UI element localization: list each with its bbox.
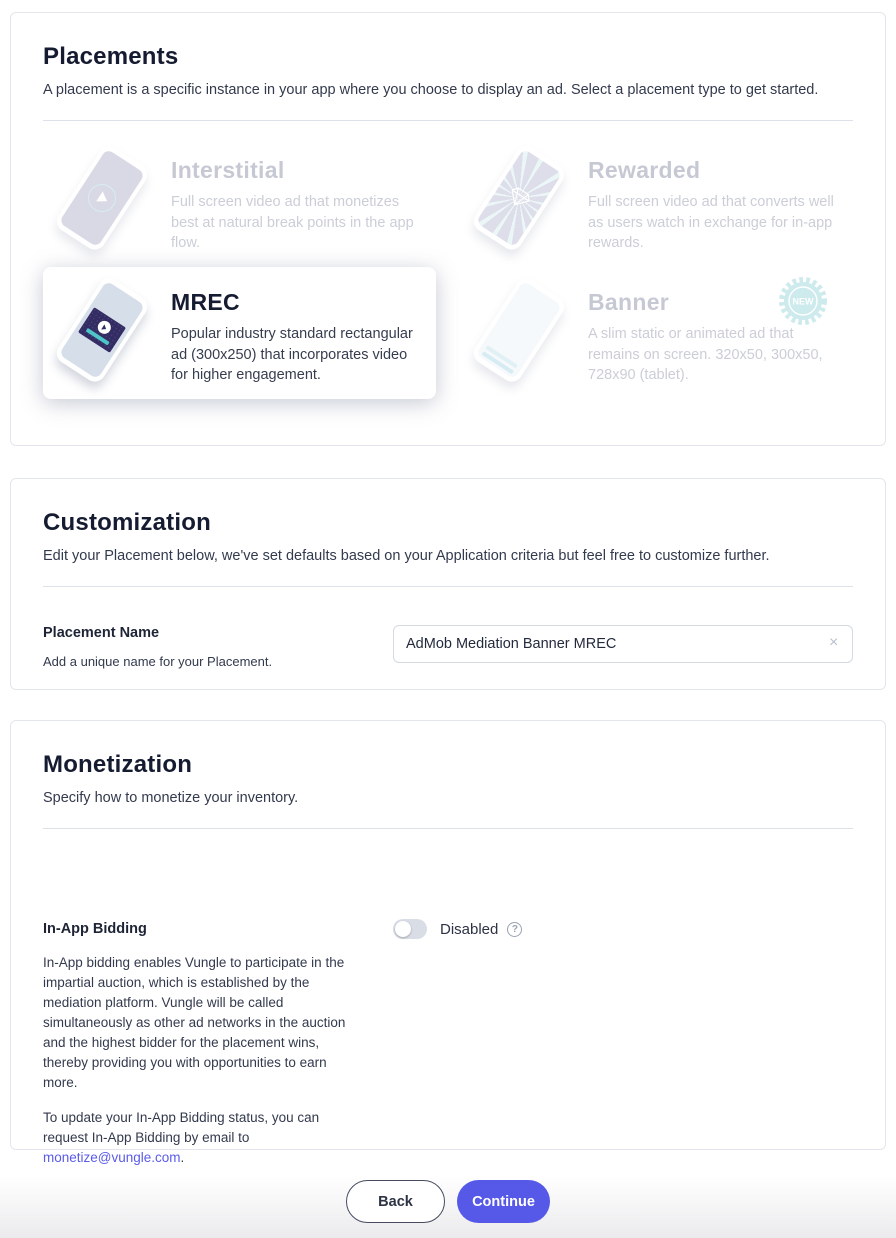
banner-phone-icon (464, 279, 582, 391)
banner-description: A slim static or animated ad that remains on screen. 320x50, 300x50, 728x90 (tablet). (588, 326, 823, 384)
back-button[interactable]: Back (346, 1180, 445, 1223)
clear-input-icon[interactable]: × (829, 634, 839, 651)
new-badge (779, 277, 827, 330)
placements-subtitle: A placement is a specific instance in your app where you choose to display an ad. Select a placement type to get started. (43, 82, 819, 98)
placement-type-mrec[interactable] (43, 267, 436, 399)
placement-name-input[interactable] (393, 625, 853, 663)
monetize-email-link[interactable]: monetize@vungle.com (43, 1149, 181, 1165)
placements-section (10, 12, 886, 446)
monetization-subtitle: Specify how to monetize your inventory. (43, 790, 299, 806)
customization-subtitle: Edit your Placement below, we've set defaults based on your Application criteria but feel free to customize further. (43, 548, 770, 564)
continue-button[interactable]: Continue (457, 1180, 550, 1223)
update-note-text: To update your In-App Bidding status, you can request In-App Bidding by email to (43, 1109, 320, 1145)
placement-name-row (43, 625, 853, 669)
placement-type-rewarded[interactable] (460, 135, 853, 267)
placement-types-grid (43, 135, 853, 399)
placement-type-banner[interactable] (460, 267, 853, 399)
placements-title: Placements (43, 43, 179, 70)
divider (43, 828, 853, 829)
banner-title: Banner (588, 289, 670, 315)
placement-name-helper: Add a unique name for your Placement. (43, 654, 273, 669)
rewarded-title: Rewarded (588, 157, 701, 183)
interstitial-description: Full screen video ad that monetizes best at natural break points in the app flow. (171, 194, 414, 252)
in-app-bidding-update-note (43, 1108, 361, 1168)
placement-type-interstitial[interactable] (43, 135, 436, 267)
mrec-phone-icon (47, 279, 165, 391)
footer-actions (10, 1180, 886, 1223)
in-app-bidding-status: Disabled (440, 920, 499, 938)
customization-section (10, 478, 886, 690)
mrec-description: Popular industry standard rectangular ad (300x250) that incorporates video for higher engagement. (171, 326, 413, 384)
help-icon[interactable]: ? (507, 922, 522, 937)
in-app-bidding-label: In-App Bidding (43, 921, 147, 937)
note-suffix: . (180, 1149, 185, 1165)
svg-text:NEW: NEW (792, 296, 814, 307)
interstitial-title: Interstitial (171, 157, 285, 183)
monetization-section (10, 720, 886, 1165)
in-app-bidding-toggle[interactable] (393, 919, 427, 939)
rewarded-description: Full screen video ad that converts well as users watch in exchange for in-app rewards. (588, 194, 834, 252)
mrec-title: MREC (171, 289, 240, 315)
interstitial-phone-icon (47, 147, 165, 259)
customization-title: Customization (43, 509, 211, 536)
divider (43, 120, 853, 121)
rewarded-phone-icon (464, 147, 582, 259)
in-app-bidding-description: In-App bidding enables Vungle to participate in the impartial auction, which is established by the mediation platform. Vungle will be called simultaneously as other ad networks in the auction and the highest bidder for the placement wins, thereby providing you with opportunities to earn more. (43, 955, 346, 1090)
gem-icon (504, 184, 533, 213)
in-app-bidding-row (43, 921, 853, 1168)
placement-name-label: Placement Name (43, 625, 160, 641)
divider (43, 586, 853, 587)
monetization-title: Monetization (43, 751, 193, 778)
